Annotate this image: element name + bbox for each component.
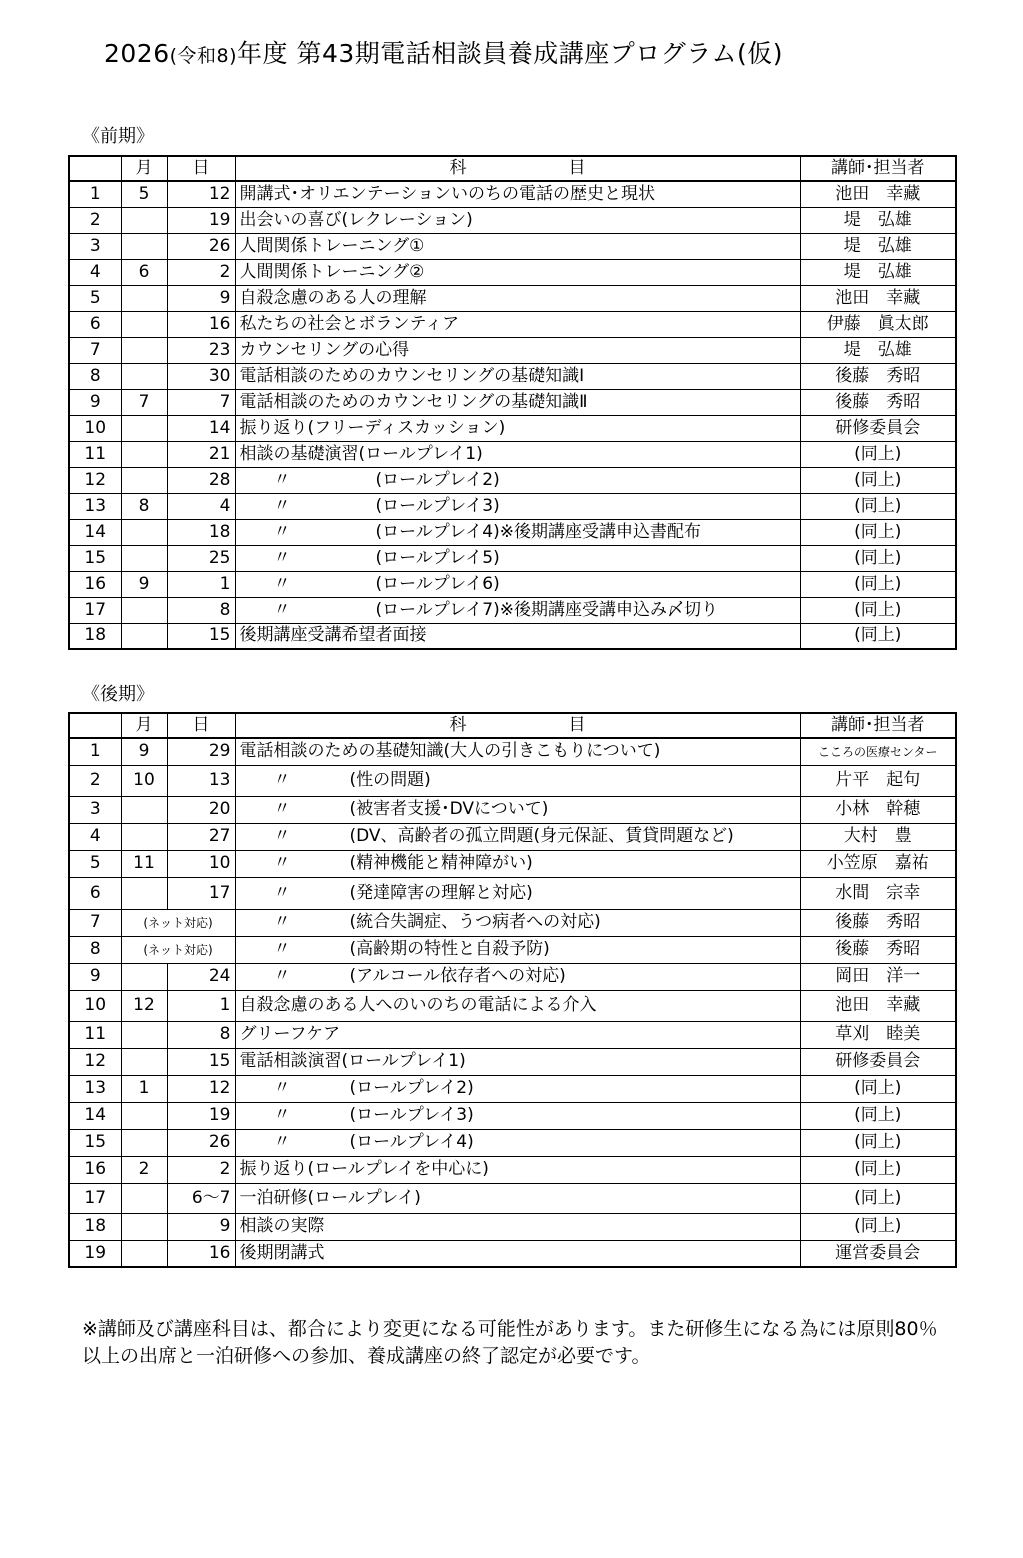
instructor-cell: 研修委員会 (800, 415, 956, 441)
table-row (69, 796, 956, 823)
subject-cell (235, 1213, 800, 1240)
day-cell: 16 (167, 1240, 235, 1267)
instructor-cell: (同上) (800, 571, 956, 597)
instructor-cell: 堤 弘雄 (800, 207, 956, 233)
row-number: 1 (69, 738, 121, 765)
col-header-subject: 科 目 (235, 156, 800, 181)
instructor-cell: (同上) (800, 1156, 956, 1183)
subject-cell (235, 823, 800, 850)
subject-cell (235, 850, 800, 877)
table-row (69, 738, 956, 765)
day-cell: 27 (167, 823, 235, 850)
row-number: 2 (69, 207, 121, 233)
day-cell: 12 (167, 181, 235, 207)
table-row (69, 990, 956, 1021)
kouki-heading: 《後期》 (82, 684, 154, 705)
zenki-heading: 《前期》 (82, 126, 154, 147)
month-cell (121, 363, 167, 389)
subject-detail: (ロールプレイ6) (375, 573, 500, 594)
table-row (69, 1156, 956, 1183)
table-row (69, 285, 956, 311)
instructor-cell: (同上) (800, 545, 956, 571)
day-cell: 1 (167, 990, 235, 1021)
month-cell (121, 1183, 167, 1213)
row-number: 9 (69, 389, 121, 415)
day-cell: 15 (167, 1048, 235, 1075)
row-number: 13 (69, 493, 121, 519)
subject-cell (235, 1240, 800, 1267)
table-row (69, 1075, 956, 1102)
month-cell (121, 233, 167, 259)
month-cell (121, 467, 167, 493)
month-cell: 5 (121, 181, 167, 207)
row-number: 8 (69, 936, 121, 963)
subject-detail: (高齢期の特性と自殺予防) (349, 939, 550, 959)
day-cell: 25 (167, 545, 235, 571)
row-number: 4 (69, 259, 121, 285)
table-row (69, 181, 956, 207)
subject-text: 後期閉講式 (239, 1242, 325, 1263)
subject-text: 私たちの社会とボランティア (239, 313, 460, 334)
instructor-cell: 水間 宗幸 (800, 877, 956, 909)
month-cell (121, 1213, 167, 1240)
subject-cell (235, 1021, 800, 1048)
subject-text: 自殺念慮のある人へのいのちの電話による介入 (239, 995, 597, 1015)
ditto-mark: 〃 (273, 770, 291, 790)
subject-detail: (精神機能と精神障がい) (349, 853, 533, 873)
instructor-cell: (同上) (800, 623, 956, 649)
subject-cell (235, 519, 800, 545)
subject-cell (235, 311, 800, 337)
table-row (69, 233, 956, 259)
subject-cell (235, 285, 800, 311)
instructor-cell: 伊藤 眞太郎 (800, 311, 956, 337)
day-cell: 21 (167, 441, 235, 467)
table-row (69, 207, 956, 233)
day-cell: 19 (167, 207, 235, 233)
ditto-mark: 〃 (273, 826, 291, 846)
instructor-cell: (同上) (800, 1213, 956, 1240)
delivery-note: (ネット対応) (121, 909, 235, 936)
instructor-cell: 後藤 秀昭 (800, 389, 956, 415)
table-row (69, 1102, 956, 1129)
subject-cell (235, 963, 800, 990)
col-header-no (69, 713, 121, 738)
row-number: 9 (69, 963, 121, 990)
subject-text: 振り返り(フリーディスカッション) (239, 417, 506, 438)
subject-text: 電話相談のための基礎知識(大人の引きこもりについて) (239, 741, 661, 762)
subject-cell (235, 389, 800, 415)
subject-cell (235, 545, 800, 571)
subject-cell (235, 1183, 800, 1213)
month-cell: 8 (121, 493, 167, 519)
subject-cell (235, 1102, 800, 1129)
ditto-mark: 〃 (273, 547, 291, 568)
subject-text: 電話相談のためのカウンセリングの基礎知識Ⅰ (239, 365, 585, 386)
table-row (69, 623, 956, 649)
subject-cell (235, 493, 800, 519)
day-cell: 26 (167, 233, 235, 259)
subject-cell (235, 233, 800, 259)
instructor-cell: 堤 弘雄 (800, 259, 956, 285)
subject-cell (235, 796, 800, 823)
subject-detail: (統合失調症、うつ病者への対応) (349, 912, 601, 932)
table-row (69, 877, 956, 909)
row-number: 5 (69, 850, 121, 877)
instructor-cell: 大村 豊 (800, 823, 956, 850)
day-cell: 10 (167, 850, 235, 877)
subject-cell (235, 936, 800, 963)
subject-text: 振り返り(ロールプレイを中心に) (239, 1159, 489, 1179)
col-header-month: 月 (121, 156, 167, 181)
day-cell: 18 (167, 519, 235, 545)
day-cell: 13 (167, 765, 235, 796)
subject-text: 一泊研修(ロールプレイ) (239, 1187, 421, 1208)
ditto-mark: 〃 (273, 853, 291, 873)
table-row (69, 389, 956, 415)
month-cell: 11 (121, 850, 167, 877)
table-row (69, 1213, 956, 1240)
subject-detail: (アルコール依存者への対応) (349, 966, 566, 986)
subject-cell (235, 363, 800, 389)
month-cell (121, 285, 167, 311)
month-cell (121, 597, 167, 623)
ditto-mark: 〃 (273, 882, 291, 903)
row-number: 1 (69, 181, 121, 207)
row-number: 12 (69, 1048, 121, 1075)
month-cell: 7 (121, 389, 167, 415)
row-number: 16 (69, 571, 121, 597)
instructor-cell: (同上) (800, 1183, 956, 1213)
subject-text: 人間関係トレーニング② (239, 261, 425, 282)
day-cell: 14 (167, 415, 235, 441)
col-header-day: 日 (167, 156, 235, 181)
day-cell: 17 (167, 877, 235, 909)
col-header-instructor: 講師･担当者 (800, 713, 956, 738)
table-row (69, 415, 956, 441)
subject-cell (235, 181, 800, 207)
month-cell: 1 (121, 1075, 167, 1102)
ditto-mark: 〃 (273, 521, 291, 542)
subject-detail: (ロールプレイ7)※後期講座受講申込み〆切り (375, 599, 718, 620)
table-row (69, 597, 956, 623)
instructor-cell: 岡田 洋一 (800, 963, 956, 990)
table-row (69, 493, 956, 519)
row-number: 19 (69, 1240, 121, 1267)
table-row (69, 1129, 956, 1156)
table-header-row (69, 713, 956, 738)
month-cell (121, 311, 167, 337)
subject-detail: (ロールプレイ4)※後期講座受講申込書配布 (375, 521, 701, 542)
table-row (69, 1240, 956, 1267)
ditto-mark: 〃 (273, 799, 291, 819)
instructor-cell: (同上) (800, 1102, 956, 1129)
subject-text: 開講式･オリエンテーションいのちの電話の歴史と現状 (239, 183, 655, 204)
subject-detail: (ロールプレイ3) (349, 1105, 474, 1125)
col-header-day: 日 (167, 713, 235, 738)
table-row (69, 823, 956, 850)
row-number: 11 (69, 441, 121, 467)
table-row (69, 571, 956, 597)
ditto-mark: 〃 (273, 573, 291, 594)
day-cell: 8 (167, 1021, 235, 1048)
col-header-month: 月 (121, 713, 167, 738)
row-number: 10 (69, 990, 121, 1021)
table-row (69, 1183, 956, 1213)
zenki-table (68, 155, 957, 650)
subject-cell (235, 623, 800, 649)
row-number: 18 (69, 1213, 121, 1240)
row-number: 4 (69, 823, 121, 850)
subject-cell (235, 467, 800, 493)
col-header-instructor: 講師･担当者 (800, 156, 956, 181)
subject-cell (235, 441, 800, 467)
day-cell: 16 (167, 311, 235, 337)
subject-cell (235, 909, 800, 936)
table-row (69, 963, 956, 990)
day-cell: 28 (167, 467, 235, 493)
month-cell (121, 623, 167, 649)
day-cell: 4 (167, 493, 235, 519)
subject-detail: (性の問題) (349, 770, 431, 790)
subject-text: 電話相談のためのカウンセリングの基礎知識Ⅱ (239, 391, 588, 412)
month-cell: 9 (121, 738, 167, 765)
row-number: 14 (69, 519, 121, 545)
subject-cell (235, 597, 800, 623)
col-header-subject: 科 目 (235, 713, 800, 738)
col-header-no (69, 156, 121, 181)
subject-text: 自殺念慮のある人の理解 (239, 287, 427, 308)
subject-cell (235, 207, 800, 233)
day-cell: 19 (167, 1102, 235, 1129)
instructor-cell: 後藤 秀昭 (800, 909, 956, 936)
instructor-cell: 小笠原 嘉祐 (800, 850, 956, 877)
month-cell (121, 1240, 167, 1267)
month-cell: 2 (121, 1156, 167, 1183)
day-cell: 30 (167, 363, 235, 389)
instructor-cell: (同上) (800, 493, 956, 519)
instructor-cell: (同上) (800, 519, 956, 545)
row-number: 17 (69, 1183, 121, 1213)
month-cell (121, 823, 167, 850)
ditto-mark: 〃 (273, 912, 291, 932)
instructor-cell: (同上) (800, 597, 956, 623)
instructor-cell: 池田 幸藏 (800, 990, 956, 1021)
delivery-note: (ネット対応) (121, 936, 235, 963)
month-cell (121, 1048, 167, 1075)
row-number: 6 (69, 311, 121, 337)
subject-cell (235, 877, 800, 909)
subject-cell (235, 1129, 800, 1156)
kouki-table (68, 712, 957, 1268)
instructor-cell: 小林 幹穂 (800, 796, 956, 823)
subject-text: グリーフケア (239, 1024, 341, 1044)
subject-cell (235, 337, 800, 363)
row-number: 11 (69, 1021, 121, 1048)
subject-cell (235, 990, 800, 1021)
table-row (69, 936, 956, 963)
row-number: 15 (69, 1129, 121, 1156)
subject-cell (235, 1156, 800, 1183)
day-cell: 7 (167, 389, 235, 415)
day-cell: 6～7 (167, 1183, 235, 1213)
table-row (69, 441, 956, 467)
subject-detail: (ロールプレイ5) (375, 547, 500, 568)
table-row (69, 765, 956, 796)
instructor-cell: (同上) (800, 1129, 956, 1156)
month-cell (121, 1102, 167, 1129)
month-cell (121, 207, 167, 233)
instructor-cell: 後藤 秀昭 (800, 936, 956, 963)
instructor-cell: (同上) (800, 467, 956, 493)
day-cell: 20 (167, 796, 235, 823)
month-cell: 10 (121, 765, 167, 796)
table-row (69, 363, 956, 389)
day-cell: 9 (167, 285, 235, 311)
subject-text: 後期講座受講希望者面接 (239, 625, 427, 646)
month-cell: 12 (121, 990, 167, 1021)
month-cell (121, 519, 167, 545)
subject-text: 人間関係トレーニング① (239, 235, 425, 256)
page-title: 2026(令和8)年度 第43期電話相談員養成講座プログラム(仮) (104, 39, 784, 68)
row-number: 5 (69, 285, 121, 311)
subject-cell (235, 1048, 800, 1075)
table-row (69, 1048, 956, 1075)
day-cell: 26 (167, 1129, 235, 1156)
day-cell: 29 (167, 738, 235, 765)
instructor-cell: 片平 起句 (800, 765, 956, 796)
subject-text: カウンセリングの心得 (239, 339, 410, 360)
table-header-row (69, 156, 956, 181)
table-row (69, 337, 956, 363)
row-number: 13 (69, 1075, 121, 1102)
ditto-mark: 〃 (273, 495, 291, 516)
instructor-cell: こころの医療センター (800, 738, 956, 765)
day-cell: 2 (167, 1156, 235, 1183)
subject-detail: (発達障害の理解と対応) (349, 882, 533, 903)
instructor-cell: 研修委員会 (800, 1048, 956, 1075)
ditto-mark: 〃 (273, 939, 291, 959)
month-cell (121, 796, 167, 823)
row-number: 6 (69, 877, 121, 909)
subject-text: 電話相談演習(ロールプレイ1) (239, 1051, 466, 1071)
table-row (69, 311, 956, 337)
month-cell: 9 (121, 571, 167, 597)
instructor-cell: 堤 弘雄 (800, 337, 956, 363)
day-cell: 12 (167, 1075, 235, 1102)
table-row (69, 1021, 956, 1048)
ditto-mark: 〃 (273, 966, 291, 986)
ditto-mark: 〃 (273, 1132, 291, 1152)
table-row (69, 467, 956, 493)
subject-cell (235, 415, 800, 441)
subject-detail: (DV、高齢者の孤立問題(身元保証、賃貸問題など) (349, 826, 734, 846)
table-row (69, 850, 956, 877)
subject-detail: (被害者支援･DVについて) (349, 799, 549, 819)
day-cell: 15 (167, 623, 235, 649)
ditto-mark: 〃 (273, 1105, 291, 1125)
day-cell: 24 (167, 963, 235, 990)
month-cell: 6 (121, 259, 167, 285)
instructor-cell: 堤 弘雄 (800, 233, 956, 259)
month-cell (121, 963, 167, 990)
day-cell: 2 (167, 259, 235, 285)
month-cell (121, 1021, 167, 1048)
subject-text: 相談の実際 (239, 1216, 325, 1236)
row-number: 14 (69, 1102, 121, 1129)
table-row (69, 545, 956, 571)
row-number: 16 (69, 1156, 121, 1183)
month-cell (121, 337, 167, 363)
month-cell (121, 441, 167, 467)
subject-cell (235, 738, 800, 765)
row-number: 7 (69, 337, 121, 363)
month-cell (121, 415, 167, 441)
instructor-cell: 後藤 秀昭 (800, 363, 956, 389)
instructor-cell: (同上) (800, 1075, 956, 1102)
month-cell (121, 1129, 167, 1156)
subject-detail: (ロールプレイ2) (375, 469, 500, 490)
row-number: 3 (69, 796, 121, 823)
subject-detail: (ロールプレイ3) (375, 495, 500, 516)
row-number: 3 (69, 233, 121, 259)
instructor-cell: 運営委員会 (800, 1240, 956, 1267)
instructor-cell: (同上) (800, 441, 956, 467)
month-cell (121, 545, 167, 571)
table-row (69, 909, 956, 936)
table-row (69, 259, 956, 285)
instructor-cell: 草刈 睦美 (800, 1021, 956, 1048)
subject-detail: (ロールプレイ2) (349, 1078, 474, 1098)
day-cell: 8 (167, 597, 235, 623)
day-cell: 1 (167, 571, 235, 597)
subject-text: 相談の基礎演習(ロールプレイ1) (239, 443, 483, 464)
subject-cell (235, 1075, 800, 1102)
day-cell: 9 (167, 1213, 235, 1240)
subject-cell (235, 571, 800, 597)
row-number: 12 (69, 467, 121, 493)
footnote: ※講師及び講座科目は、都合により変更になる可能性があります。また研修生になる為には原則80％以上の出席と一泊研修への参加、養成講座の終了認定が必要です。 (82, 1318, 938, 1367)
subject-cell (235, 765, 800, 796)
instructor-cell: 池田 幸藏 (800, 181, 956, 207)
ditto-mark: 〃 (273, 599, 291, 620)
month-cell (121, 877, 167, 909)
instructor-cell: 池田 幸藏 (800, 285, 956, 311)
subject-detail: (ロールプレイ4) (349, 1132, 474, 1152)
subject-text: 出会いの喜び(レクレーション) (239, 209, 473, 230)
row-number: 7 (69, 909, 121, 936)
subject-cell (235, 259, 800, 285)
ditto-mark: 〃 (273, 1078, 291, 1098)
row-number: 17 (69, 597, 121, 623)
row-number: 2 (69, 765, 121, 796)
day-cell: 23 (167, 337, 235, 363)
row-number: 8 (69, 363, 121, 389)
row-number: 15 (69, 545, 121, 571)
table-row (69, 519, 956, 545)
row-number: 10 (69, 415, 121, 441)
row-number: 18 (69, 623, 121, 649)
ditto-mark: 〃 (273, 469, 291, 490)
